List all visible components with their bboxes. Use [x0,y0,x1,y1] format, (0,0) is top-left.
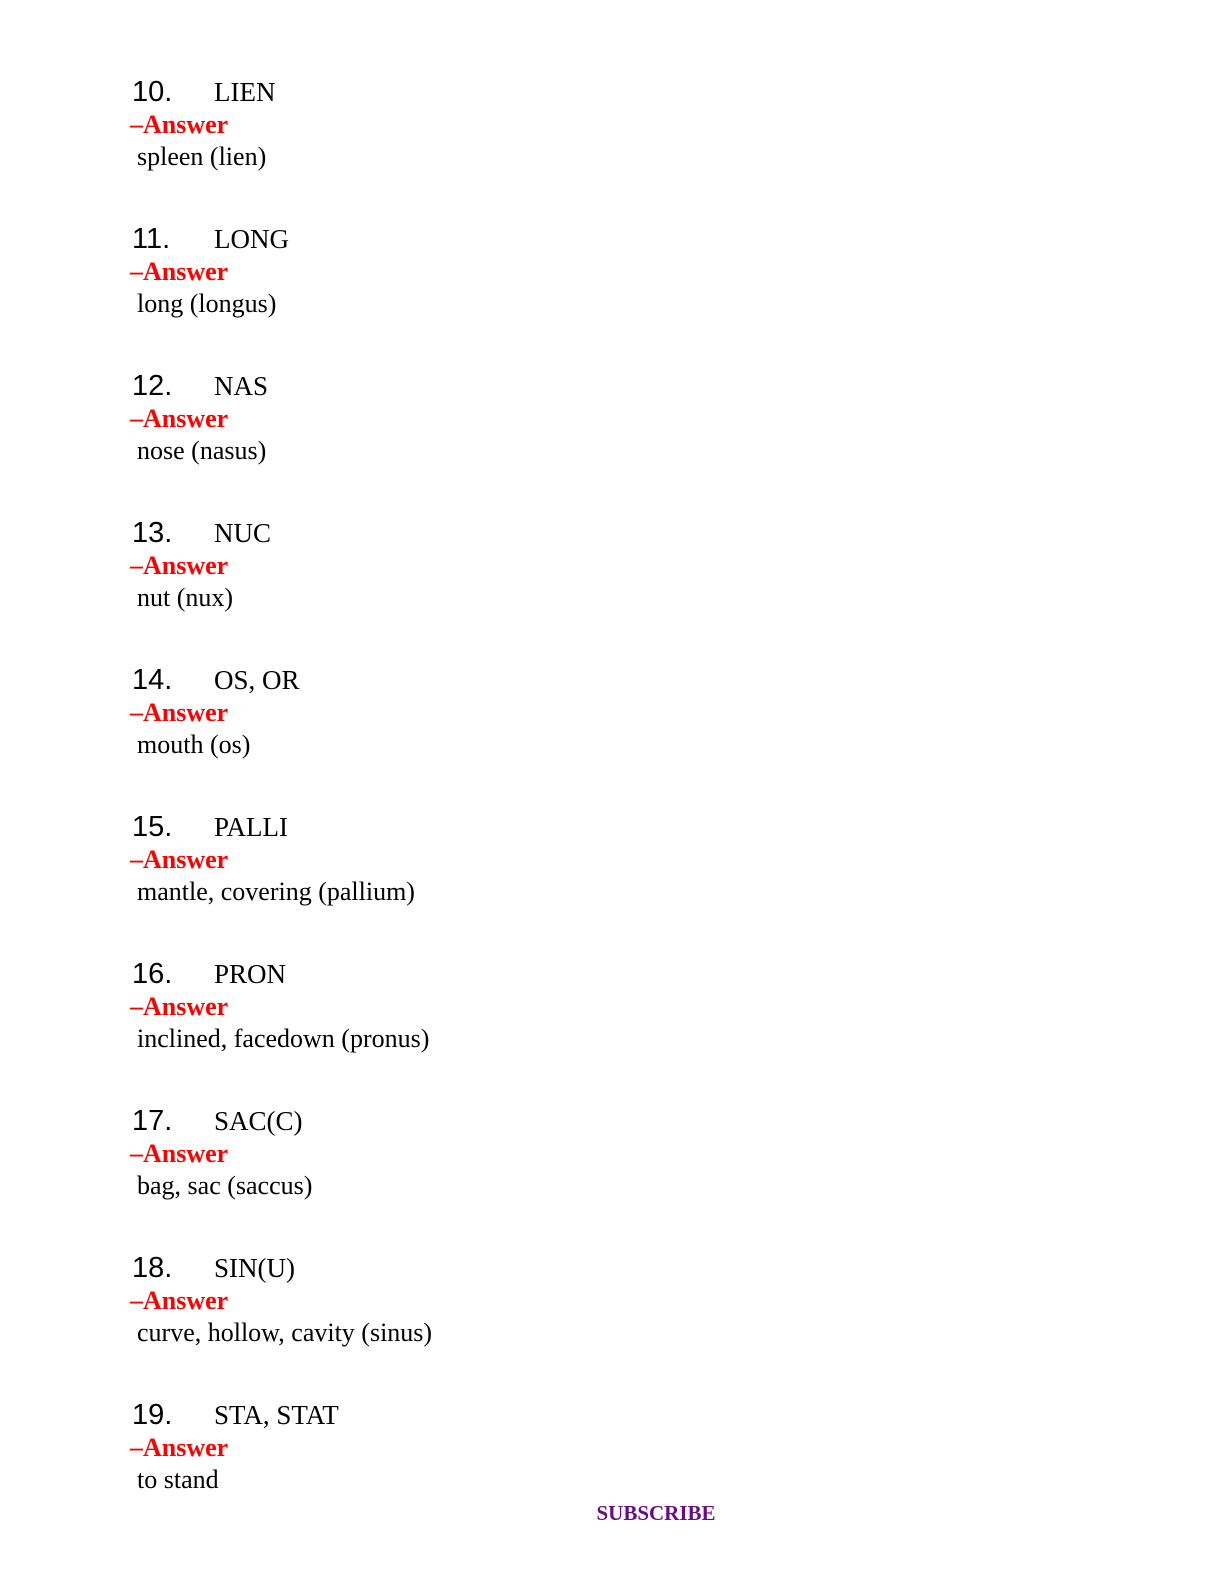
question-number: 14. [132,664,173,696]
question-item [130,369,1030,468]
answer-text: nut (nux) [137,583,234,612]
question-item [130,1104,1030,1203]
question-item [130,663,1030,762]
answer-text: spleen (lien) [137,142,267,171]
question-line [130,222,1030,256]
question-item [130,516,1030,615]
answer-text: long (longus) [137,289,277,318]
question-term: LONG [214,224,289,254]
subscribe-link[interactable]: SUBSCRIBE [596,1501,716,1525]
answer-text: nose (nasus) [137,436,267,465]
question-line [130,75,1030,109]
answer-label: –Answer [130,1286,229,1315]
question-number: 10. [132,76,173,108]
question-line [130,810,1030,844]
question-item [130,957,1030,1056]
question-number: 11. [132,223,171,255]
question-term: NUC [214,518,272,548]
question-term: LIEN [214,77,276,107]
answer-label: –Answer [130,992,229,1021]
question-line [130,369,1030,403]
question-number: 12. [132,370,173,402]
question-number: 18. [132,1252,173,1284]
question-line [130,663,1030,697]
question-line [130,957,1030,991]
question-item [130,222,1030,321]
question-line [130,1251,1030,1285]
answer-label: –Answer [130,110,229,139]
question-number: 15. [132,811,173,843]
question-term: NAS [214,371,269,401]
question-number: 13. [132,517,173,549]
question-term: SIN(U) [214,1253,295,1283]
question-term: STA, STAT [214,1400,339,1430]
question-number: 17. [132,1105,173,1137]
answer-label: –Answer [130,404,229,433]
question-line [130,1104,1030,1138]
question-item [130,810,1030,909]
question-term: PRON [214,959,287,989]
answer-label: –Answer [130,551,229,580]
answer-text: curve, hollow, cavity (sinus) [137,1318,433,1347]
question-number: 16. [132,958,173,990]
answer-text: inclined, facedown (pronus) [137,1024,430,1053]
question-term: SAC(C) [214,1106,303,1136]
question-item [130,75,1030,174]
question-term: OS, OR [214,665,300,695]
answer-label: –Answer [130,257,229,286]
answer-text: to stand [137,1465,219,1494]
answer-label: –Answer [130,1433,229,1462]
question-item [130,1398,1030,1497]
answer-label: –Answer [130,1139,229,1168]
question-line [130,1398,1030,1432]
question-item [130,1251,1030,1350]
answer-text: mouth (os) [137,730,251,759]
question-term: PALLI [214,812,289,842]
question-line [130,516,1030,550]
answer-text: bag, sac (saccus) [137,1171,313,1200]
question-number: 19. [132,1399,173,1431]
answer-label: –Answer [130,845,229,874]
answer-text: mantle, covering (pallium) [137,877,415,906]
answer-label: –Answer [130,698,229,727]
